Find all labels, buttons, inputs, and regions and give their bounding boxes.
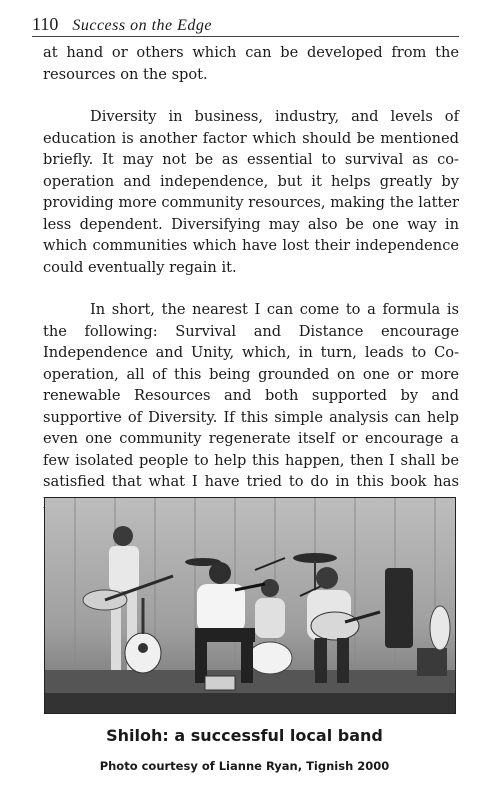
paragraph: at hand or others which can be developed from the resources on the spot. [43,44,459,83]
body-text [43,42,459,514]
running-title: Success on the Edge [72,17,213,34]
running-header [32,14,459,37]
photo-credit: Photo courtesy of Lianne Ryan, Tignish 2000 [99,759,390,773]
page-number: 110 [32,14,59,34]
paragraph: In short, the nearest I can come to a formula is the following: Survival and Distance encourage Independence and Unity, which, in turn, leads to Co-operation, all of this being grounded on one or more renewable Resources and both supported by and supportive of Diversity. If this simple analysis can help even one community regenerate itself or encourage a few isolated people to help this happen, then I shall be satisfied that what I have tried to do in this book has [43,301,459,490]
figure-caption: Shiloh: a successful local band [106,726,383,745]
paragraph: Diversity in business, industry, and levels of education is another factor which should be mentioned briefly. It may not be as essential to survival as co-operation and independence, but it helps greatly by providing more community resources, making the latter less dependent. Diversifying may also be one way in which communities which have lost their independence could eventually regain it. [43,108,459,276]
band-photo [44,497,456,714]
